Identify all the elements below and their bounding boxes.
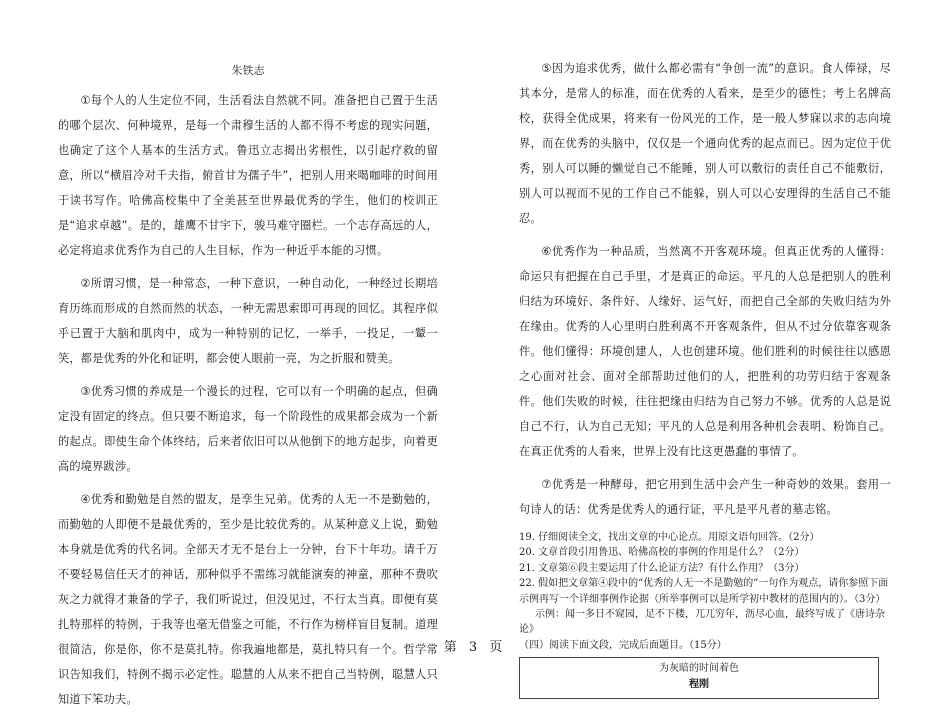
paragraph-5: ⑤因为追求优秀，做什么都必需有“争创一流”的意识。食人俸禄，尽其本分，是常人的标准，而在优秀的人看来，是至少的德性；考上名牌高校，获得全优成果，将来有一份风光的工作，是一般人梦寐以求的志向境界，而在优秀的头脑中，仅仅是一个通向优秀的起点而已。因为定位于优秀，别人可以睡的懒觉自己不能睡，别人可以敷衍的责任自己不能敷衍，别人可以视而不见的工作自己不能躲，别人可以心安理得的生活自己不能忍。 — [519, 62, 891, 225]
question-list — [519, 530, 891, 653]
left-column — [58, 56, 438, 720]
paragraph-6: ⑥优秀作为一种品质，当然离不开客观环境。但真正优秀的人懂得：命运只有把握在自己手里，才是真正的命运。平凡的人总是把别人的胜利归结为环境好、条件好、人缘好、运气好，而把自己全部的失败归结为外在缘由。优秀的人心里明白胜利离不开客观条件，但从不过分依靠客观条件。他们懂得：环境创建人，人也创建环境。他们胜利的时候往往以感恩之心面对社会、面对全部帮助过他们的人，把胜利的功劳归结于客观条件。他们失败的时候，往往把缘由归结为自己努力不够。优秀的人总是说自己不行，认为自己无知；平凡的人总是利用各种机会表明、粉饰自己。在真正优秀的人看来，世界上没有比这更愚蠢的事情了。 — [519, 245, 891, 458]
right-column — [519, 56, 891, 699]
paragraph-4: ④优秀和勤勉是自然的盟友，是孪生兄弟。优秀的人无一不是勤勉的，而勤勉的人即便不是最优秀的，至少是比较优秀的。从某种意义上说，勤勉本身就是优秀的代名词。全部天才无不是台上一分钟，台下十年功。请千万不要轻易信任天才的神话，那种似乎不需练习就能演奏的神童，那种不费吹灰之力就得才兼备的学子，我们听说过，但没见过，不行太当真。即便有莫扎特那样的特例，于我等也毫无借鉴之可能，不行作为榜样盲目复制。道理很简洁，你是你，你不是莫扎特。你我遍地都是，莫扎特只有一个。哲学常识告知我们，特例不揭示必定性。聪慧的人从来不把自己当特例，聪慧人只知道下笨功夫。 — [58, 493, 438, 706]
question-20: 20. 文章首段引用鲁迅、哈佛高校的事例的作用是什么？（2分） — [519, 547, 805, 559]
question-21: 21. 文章第⑥段主要运用了什么论证方法？有什么作用？（3分） — [519, 562, 805, 574]
paragraph-7: ⑦优秀是一种酵母，把它用到生活中会产生一种奇妙的效果。套用一句诗人的话：优秀是优秀人的通行证，平凡是平凡者的墓志铭。 — [519, 478, 891, 516]
passage-title: 为灰暗的时间着色 — [659, 663, 739, 675]
author-name: 朱铁志 — [231, 64, 265, 77]
question-22-example: 示例：闻一多日不窥园，足不下楼，兀兀穷年，沥尽心血，最终写成了《唐诗杂论》 — [519, 609, 885, 636]
question-22: 22. 假如把文章第④段中的“优秀的人无一不是勤勉的”一句作为观点，请你参照下面示例再写一个详细事例作论据（所举事例可以是所学初中教材的范围内的）。（3分） — [519, 578, 889, 605]
passage-title-box — [519, 657, 879, 699]
page-number: 第 3 页 — [443, 640, 507, 655]
paragraph-1: ①每个人的人生定位不同，生活看法自然就不同。准备把自己置于生活的哪个层次、何种境界，是每一个肃穆生活的人都不得不考虑的现实问题，也确定了这个人基本的生活方式。鲁迅立志揭出劣根性，以引起疗救的留意，所以“横眉冷对千夫指，俯首甘为孺子牛”，把别人用来喝咖啡的时间用于读书写作。哈佛高校集中了全美甚至世界最优秀的学生，他们的校训正是“追求卓越”。是的，雄鹰不甘宇下，骏马难守圈栏。一个志存高远的人，必定将追求优秀作为自己的人生目标，作为一种近乎本能的习惯。 — [58, 94, 438, 257]
passage-author: 程刚 — [689, 679, 709, 691]
paragraph-3: ③优秀习惯的养成是一个漫长的过程，它可以有一个明确的起点，但确定没有固定的终点。但只要不断追求，每一个阶段性的成果都会成为一个新的起点。即使生命个体终结，后来者依旧可以从他倒下的地方起步，向着更高的境界跋涉。 — [58, 385, 438, 473]
section-4-instruction: （四）阅读下面文段，完成后面题目。（15分） — [519, 639, 727, 651]
paragraph-2: ②所谓习惯，是一种常态，一种下意识，一种自动化，一种经过长期培育历练而形成的自然而然的状态，一种无需思索即可再现的回忆。其程序似乎已置于大脑和肌肉中，成为一种特别的记忆，一举手，一投足，一颦一笑，都是优秀的外化和证明，都会使人眼前一亮，为之折服和赞美。 — [58, 277, 438, 365]
question-19: 19. 仔细阅读全文，找出文章的中心论点。用原文语句回答。（2分） — [519, 532, 820, 543]
